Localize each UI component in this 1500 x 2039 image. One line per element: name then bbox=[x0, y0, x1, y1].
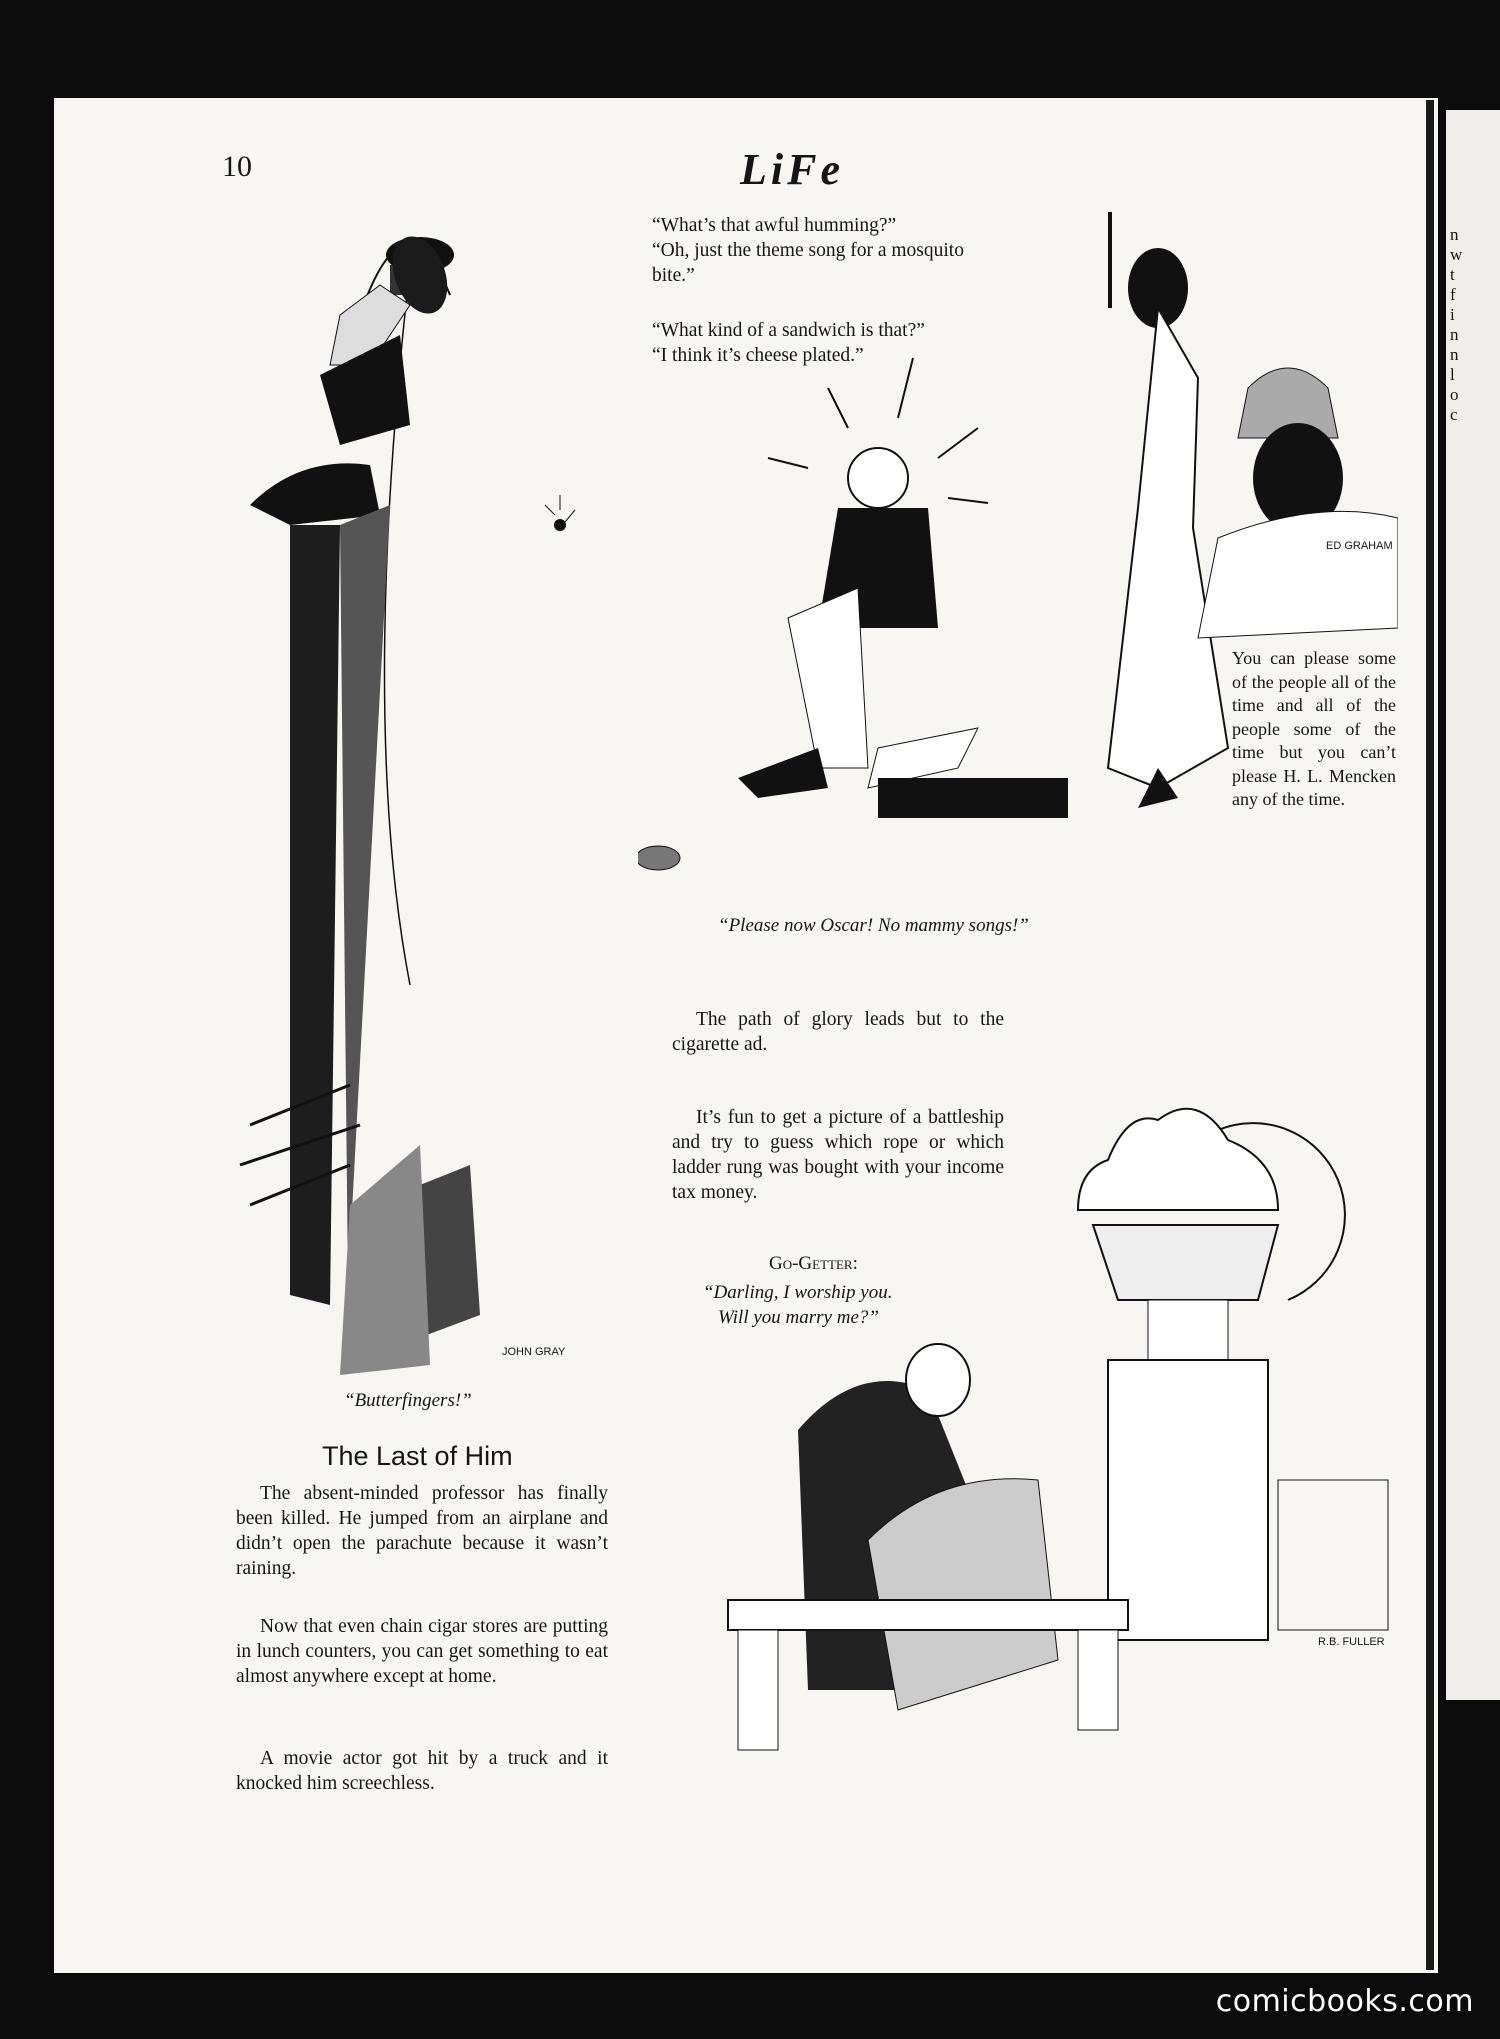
joke-line: “What kind of a sandwich is that?” bbox=[652, 320, 925, 341]
paragraph-text: The absent-minded professor has finally been killed. He jumped from an airplane and didn’t open the parachute because it wasn’t raining. bbox=[236, 1483, 608, 1579]
article-paragraph bbox=[236, 1481, 608, 1581]
cartoon-gogetter-illustration bbox=[638, 1010, 1398, 1810]
masthead-life: LiFe bbox=[740, 145, 844, 194]
caption-oscar: “Please now Oscar! No mammy songs!” bbox=[718, 915, 1029, 936]
signature-butterfingers: JOHN GRAY bbox=[502, 1346, 566, 1358]
watermark-comicbooks: comicbooks.com bbox=[1215, 1984, 1474, 2019]
joke-line: “Oh, just the theme song for a mosquito bite.” bbox=[652, 240, 964, 286]
adjacent-page-fragment: n w t f i n n l o c bbox=[1446, 110, 1500, 1700]
joke-line: “What’s that awful humming?” bbox=[652, 215, 897, 236]
paragraph-text: The path of glory leads but to the cigarette ad. bbox=[672, 1009, 1004, 1055]
cartoon-butterfingers-illustration bbox=[230, 225, 610, 1385]
paragraph-text: A movie actor got hit by a truck and it knocked him screechless. bbox=[236, 1748, 608, 1794]
paragraph-movie-actor bbox=[236, 1746, 608, 1796]
gogetter-title-text: Go-Getter: bbox=[769, 1253, 858, 1274]
page-gutter bbox=[1426, 100, 1434, 1970]
page-number: 10 bbox=[222, 150, 252, 183]
signature-gogetter: R.B. FULLER bbox=[1318, 1636, 1385, 1648]
paragraph-text: It’s fun to get a picture of a battleship and try to guess which rope or which ladder rung was bought with your income tax money. bbox=[672, 1107, 1004, 1203]
signature-oscar: ED GRAHAM bbox=[1326, 540, 1393, 552]
quip-mencken: You can please some of the people all of the time and all of the people some of the time but you can’t please H. L. Mencken any of the time. bbox=[1232, 648, 1396, 809]
paragraph-chain-cigar bbox=[236, 1614, 608, 1689]
article-heading: The Last of Him bbox=[322, 1441, 513, 1471]
joke-line: “I think it’s cheese plated.” bbox=[652, 345, 864, 366]
gogetter-line-2: Will you marry me?” bbox=[718, 1307, 879, 1328]
paragraph-text: Now that even chain cigar stores are putting in lunch counters, you can get something to eat almost anywhere except at home. bbox=[236, 1616, 608, 1687]
gogetter-line-1: “Darling, I worship you. bbox=[703, 1282, 893, 1303]
caption-butterfingers: “Butterfingers!” bbox=[344, 1390, 472, 1411]
